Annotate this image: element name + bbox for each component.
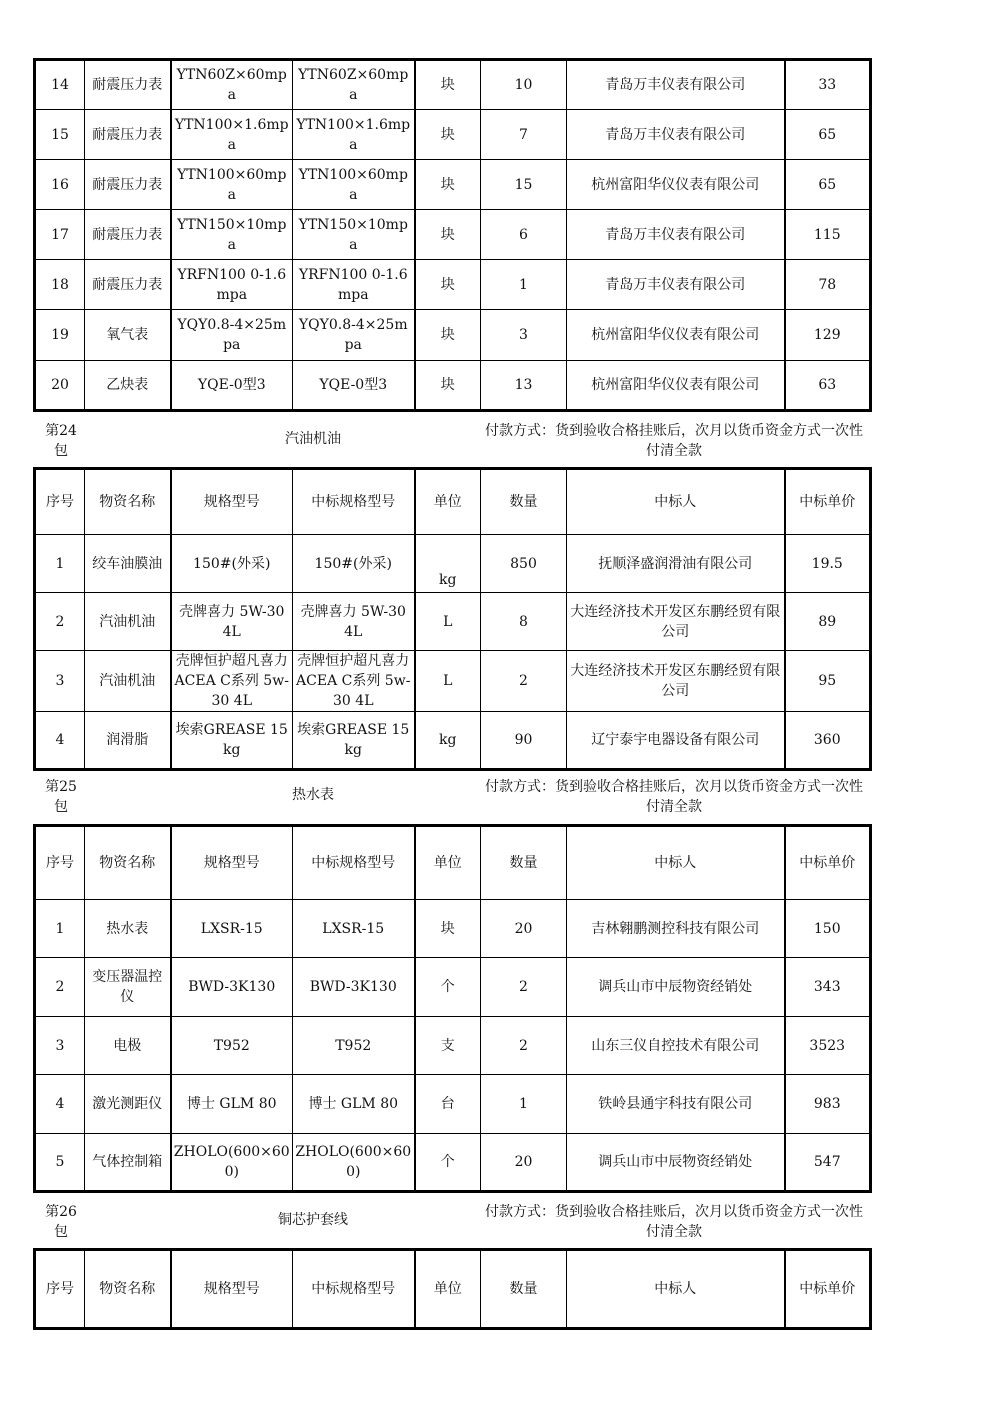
cell-winner: 调兵山市中辰物资经销处 bbox=[567, 958, 785, 1017]
cell-price: 33 bbox=[785, 60, 871, 110]
header-price: 中标单价 bbox=[785, 1250, 871, 1329]
header-spec: 规格型号 bbox=[171, 826, 293, 900]
cell-spec: YTN60Z×60mpa bbox=[171, 60, 293, 110]
cell-winner: 辽宁泰宇电器设备有限公司 bbox=[567, 712, 785, 770]
table-row bbox=[35, 712, 871, 770]
table-row bbox=[35, 593, 871, 651]
cell-name: 变压器温控仪 bbox=[85, 958, 171, 1017]
cell-price: 343 bbox=[785, 958, 871, 1017]
cell-name: 耐震压力表 bbox=[85, 260, 171, 310]
header-won-spec: 中标规格型号 bbox=[293, 1250, 415, 1329]
table-row bbox=[35, 1017, 871, 1075]
cell-seq: 19 bbox=[35, 310, 85, 361]
cell-spec: YQY0.8-4×25mpa bbox=[171, 310, 293, 361]
header-qty: 数量 bbox=[481, 469, 567, 535]
cell-seq: 17 bbox=[35, 210, 85, 260]
header-won-spec: 中标规格型号 bbox=[293, 826, 415, 900]
table-row bbox=[35, 260, 871, 310]
cell-name: 汽油机油 bbox=[85, 651, 171, 712]
cell-winner: 青岛万丰仪表有限公司 bbox=[567, 110, 785, 160]
package-number: 第24包 bbox=[45, 423, 77, 459]
cell-won-spec: YTN100×1.6mpa bbox=[293, 110, 415, 160]
cell-name: 耐震压力表 bbox=[85, 160, 171, 210]
cell-spec: LXSR-15 bbox=[171, 900, 293, 958]
cell-qty: 20 bbox=[481, 900, 567, 958]
cell-qty: 8 bbox=[481, 593, 567, 651]
cell-seq: 14 bbox=[35, 60, 85, 110]
cell-unit: 块 bbox=[415, 361, 481, 411]
cell-unit: 个 bbox=[415, 1134, 481, 1192]
cell-unit: 块 bbox=[415, 60, 481, 110]
items-table bbox=[33, 467, 872, 771]
cell-name: 电极 bbox=[85, 1017, 171, 1075]
cell-name: 汽油机油 bbox=[85, 593, 171, 651]
cell-qty: 1 bbox=[481, 260, 567, 310]
cell-seq: 3 bbox=[35, 651, 85, 712]
cell-unit: 块 bbox=[415, 210, 481, 260]
cell-qty: 90 bbox=[481, 712, 567, 770]
table-row bbox=[35, 651, 871, 712]
cell-seq: 2 bbox=[35, 593, 85, 651]
cell-winner: 青岛万丰仪表有限公司 bbox=[567, 60, 785, 110]
cell-price: 19.5 bbox=[785, 535, 871, 593]
payment-terms: 付款方式：货到验收合格挂账后，次月以货币资金方式一次性付清全款 bbox=[485, 423, 863, 459]
cell-seq: 4 bbox=[35, 712, 85, 770]
cell-qty: 7 bbox=[481, 110, 567, 160]
table-row bbox=[35, 361, 871, 411]
table-row bbox=[35, 210, 871, 260]
cell-won-spec: YRFN100 0-1.6mpa bbox=[293, 260, 415, 310]
table-row bbox=[35, 1075, 871, 1134]
cell-winner: 铁岭县通宇科技有限公司 bbox=[567, 1075, 785, 1134]
cell-spec: 埃索GREASE 15kg bbox=[171, 712, 293, 770]
cell-spec: YTN100×1.6mpa bbox=[171, 110, 293, 160]
items-table bbox=[33, 824, 872, 1193]
cell-won-spec: 博士 GLM 80 bbox=[293, 1075, 415, 1134]
cell-winner: 杭州富阳华仪仪表有限公司 bbox=[567, 361, 785, 411]
cell-won-spec: 壳牌喜力 5W-30 4L bbox=[293, 593, 415, 651]
cell-seq: 3 bbox=[35, 1017, 85, 1075]
cell-won-spec: YTN60Z×60mpa bbox=[293, 60, 415, 110]
table-row bbox=[35, 160, 871, 210]
cell-winner: 大连经济技术开发区东鹏经贸有限公司 bbox=[567, 651, 785, 712]
package-name: 热水表 bbox=[292, 787, 334, 803]
cell-name: 耐震压力表 bbox=[85, 110, 171, 160]
header-qty: 数量 bbox=[481, 826, 567, 900]
cell-seq: 16 bbox=[35, 160, 85, 210]
cell-unit: 块 bbox=[415, 900, 481, 958]
cell-spec: YTN150×10mpa bbox=[171, 210, 293, 260]
header-winner: 中标人 bbox=[567, 1250, 785, 1329]
cell-unit: 台 bbox=[415, 1075, 481, 1134]
cell-spec: 博士 GLM 80 bbox=[171, 1075, 293, 1134]
table-row bbox=[35, 1134, 871, 1192]
cell-winner: 山东三仪自控技术有限公司 bbox=[567, 1017, 785, 1075]
cell-winner: 大连经济技术开发区东鹏经贸有限公司 bbox=[567, 593, 785, 651]
cell-qty: 15 bbox=[481, 160, 567, 210]
header-winner: 中标人 bbox=[567, 469, 785, 535]
table-row bbox=[35, 110, 871, 160]
cell-price: 63 bbox=[785, 361, 871, 411]
cell-price: 115 bbox=[785, 210, 871, 260]
cell-unit: L bbox=[415, 651, 481, 712]
cell-unit: 块 bbox=[415, 110, 481, 160]
header-name: 物资名称 bbox=[85, 1250, 171, 1329]
cell-won-spec: YTN100×60mpa bbox=[293, 160, 415, 210]
table-row bbox=[35, 958, 871, 1017]
cell-name: 热水表 bbox=[85, 900, 171, 958]
cell-qty: 13 bbox=[481, 361, 567, 411]
cell-won-spec: T952 bbox=[293, 1017, 415, 1075]
cell-seq: 5 bbox=[35, 1134, 85, 1192]
cell-qty: 2 bbox=[481, 1017, 567, 1075]
header-seq: 序号 bbox=[35, 826, 85, 900]
package-name: 汽油机油 bbox=[285, 431, 341, 447]
table-header-row bbox=[35, 1250, 871, 1329]
table-row bbox=[35, 900, 871, 958]
cell-price: 150 bbox=[785, 900, 871, 958]
cell-spec: BWD-3K130 bbox=[171, 958, 293, 1017]
cell-qty: 2 bbox=[481, 651, 567, 712]
cell-qty: 6 bbox=[481, 210, 567, 260]
cell-name: 激光测距仪 bbox=[85, 1075, 171, 1134]
table-row bbox=[35, 535, 871, 593]
cell-won-spec: YTN150×10mpa bbox=[293, 210, 415, 260]
header-price: 中标单价 bbox=[785, 826, 871, 900]
cell-winner: 杭州富阳华仪仪表有限公司 bbox=[567, 310, 785, 361]
cell-spec: 壳牌喜力 5W-30 4L bbox=[171, 593, 293, 651]
header-unit: 单位 bbox=[415, 826, 481, 900]
cell-spec: 150#(外采) bbox=[171, 535, 293, 593]
items-table-top bbox=[33, 58, 872, 412]
package-header bbox=[33, 1202, 869, 1244]
items-table bbox=[33, 1248, 872, 1330]
cell-price: 89 bbox=[785, 593, 871, 651]
cell-winner: 吉林翱鹏测控科技有限公司 bbox=[567, 900, 785, 958]
cell-qty: 10 bbox=[481, 60, 567, 110]
cell-won-spec: YQE-0型3 bbox=[293, 361, 415, 411]
cell-winner: 青岛万丰仪表有限公司 bbox=[567, 210, 785, 260]
header-spec: 规格型号 bbox=[171, 469, 293, 535]
cell-price: 983 bbox=[785, 1075, 871, 1134]
header-seq: 序号 bbox=[35, 1250, 85, 1329]
cell-unit: kg bbox=[415, 535, 481, 593]
header-unit: 单位 bbox=[415, 1250, 481, 1329]
cell-unit: kg bbox=[415, 712, 481, 770]
header-winner: 中标人 bbox=[567, 826, 785, 900]
cell-qty: 2 bbox=[481, 958, 567, 1017]
table-header-row bbox=[35, 826, 871, 900]
cell-seq: 1 bbox=[35, 535, 85, 593]
cell-won-spec: BWD-3K130 bbox=[293, 958, 415, 1017]
cell-qty: 3 bbox=[481, 310, 567, 361]
package-name: 铜芯护套线 bbox=[278, 1212, 348, 1228]
package-header bbox=[33, 421, 869, 463]
cell-price: 95 bbox=[785, 651, 871, 712]
header-spec: 规格型号 bbox=[171, 1250, 293, 1329]
header-name: 物资名称 bbox=[85, 469, 171, 535]
cell-unit: L bbox=[415, 593, 481, 651]
cell-spec: YQE-0型3 bbox=[171, 361, 293, 411]
cell-seq: 2 bbox=[35, 958, 85, 1017]
cell-won-spec: 150#(外采) bbox=[293, 535, 415, 593]
cell-unit: 块 bbox=[415, 160, 481, 210]
cell-won-spec: 埃索GREASE 15kg bbox=[293, 712, 415, 770]
cell-won-spec: YQY0.8-4×25mpa bbox=[293, 310, 415, 361]
cell-winner: 杭州富阳华仪仪表有限公司 bbox=[567, 160, 785, 210]
header-price: 中标单价 bbox=[785, 469, 871, 535]
cell-name: 耐震压力表 bbox=[85, 210, 171, 260]
cell-spec: ZHOLO(600×600) bbox=[171, 1134, 293, 1192]
header-seq: 序号 bbox=[35, 469, 85, 535]
cell-won-spec: LXSR-15 bbox=[293, 900, 415, 958]
cell-qty: 1 bbox=[481, 1075, 567, 1134]
payment-terms: 付款方式：货到验收合格挂账后，次月以货币资金方式一次性付清全款 bbox=[485, 779, 863, 815]
cell-price: 78 bbox=[785, 260, 871, 310]
header-won-spec: 中标规格型号 bbox=[293, 469, 415, 535]
cell-spec: YRFN100 0-1.6mpa bbox=[171, 260, 293, 310]
table-row bbox=[35, 60, 871, 110]
cell-qty: 850 bbox=[481, 535, 567, 593]
cell-price: 547 bbox=[785, 1134, 871, 1192]
header-qty: 数量 bbox=[481, 1250, 567, 1329]
cell-spec: T952 bbox=[171, 1017, 293, 1075]
cell-name: 气体控制箱 bbox=[85, 1134, 171, 1192]
package-header bbox=[33, 777, 869, 819]
cell-won-spec: ZHOLO(600×600) bbox=[293, 1134, 415, 1192]
package-number: 第25包 bbox=[45, 779, 77, 815]
cell-winner: 调兵山市中辰物资经销处 bbox=[567, 1134, 785, 1192]
cell-unit: 块 bbox=[415, 310, 481, 361]
cell-name: 润滑脂 bbox=[85, 712, 171, 770]
payment-terms: 付款方式：货到验收合格挂账后，次月以货币资金方式一次性付清全款 bbox=[485, 1204, 863, 1240]
cell-winner: 青岛万丰仪表有限公司 bbox=[567, 260, 785, 310]
cell-name: 绞车油膜油 bbox=[85, 535, 171, 593]
cell-price: 360 bbox=[785, 712, 871, 770]
cell-price: 129 bbox=[785, 310, 871, 361]
cell-unit: 个 bbox=[415, 958, 481, 1017]
cell-seq: 18 bbox=[35, 260, 85, 310]
cell-price: 65 bbox=[785, 160, 871, 210]
cell-unit: 支 bbox=[415, 1017, 481, 1075]
header-name: 物资名称 bbox=[85, 826, 171, 900]
table-header-row bbox=[35, 469, 871, 535]
cell-spec: YTN100×60mpa bbox=[171, 160, 293, 210]
cell-won-spec: 壳牌恒护超凡喜力ACEA C系列 5w-30 4L bbox=[293, 651, 415, 712]
cell-seq: 15 bbox=[35, 110, 85, 160]
cell-spec: 壳牌恒护超凡喜力ACEA C系列 5w-30 4L bbox=[171, 651, 293, 712]
cell-name: 氧气表 bbox=[85, 310, 171, 361]
cell-price: 65 bbox=[785, 110, 871, 160]
cell-winner: 抚顺泽盛润滑油有限公司 bbox=[567, 535, 785, 593]
cell-seq: 20 bbox=[35, 361, 85, 411]
cell-name: 乙炔表 bbox=[85, 361, 171, 411]
table-row bbox=[35, 310, 871, 361]
cell-name: 耐震压力表 bbox=[85, 60, 171, 110]
cell-seq: 4 bbox=[35, 1075, 85, 1134]
package-number: 第26包 bbox=[45, 1204, 77, 1240]
header-unit: 单位 bbox=[415, 469, 481, 535]
cell-qty: 20 bbox=[481, 1134, 567, 1192]
cell-unit: 块 bbox=[415, 260, 481, 310]
cell-price: 3523 bbox=[785, 1017, 871, 1075]
cell-seq: 1 bbox=[35, 900, 85, 958]
